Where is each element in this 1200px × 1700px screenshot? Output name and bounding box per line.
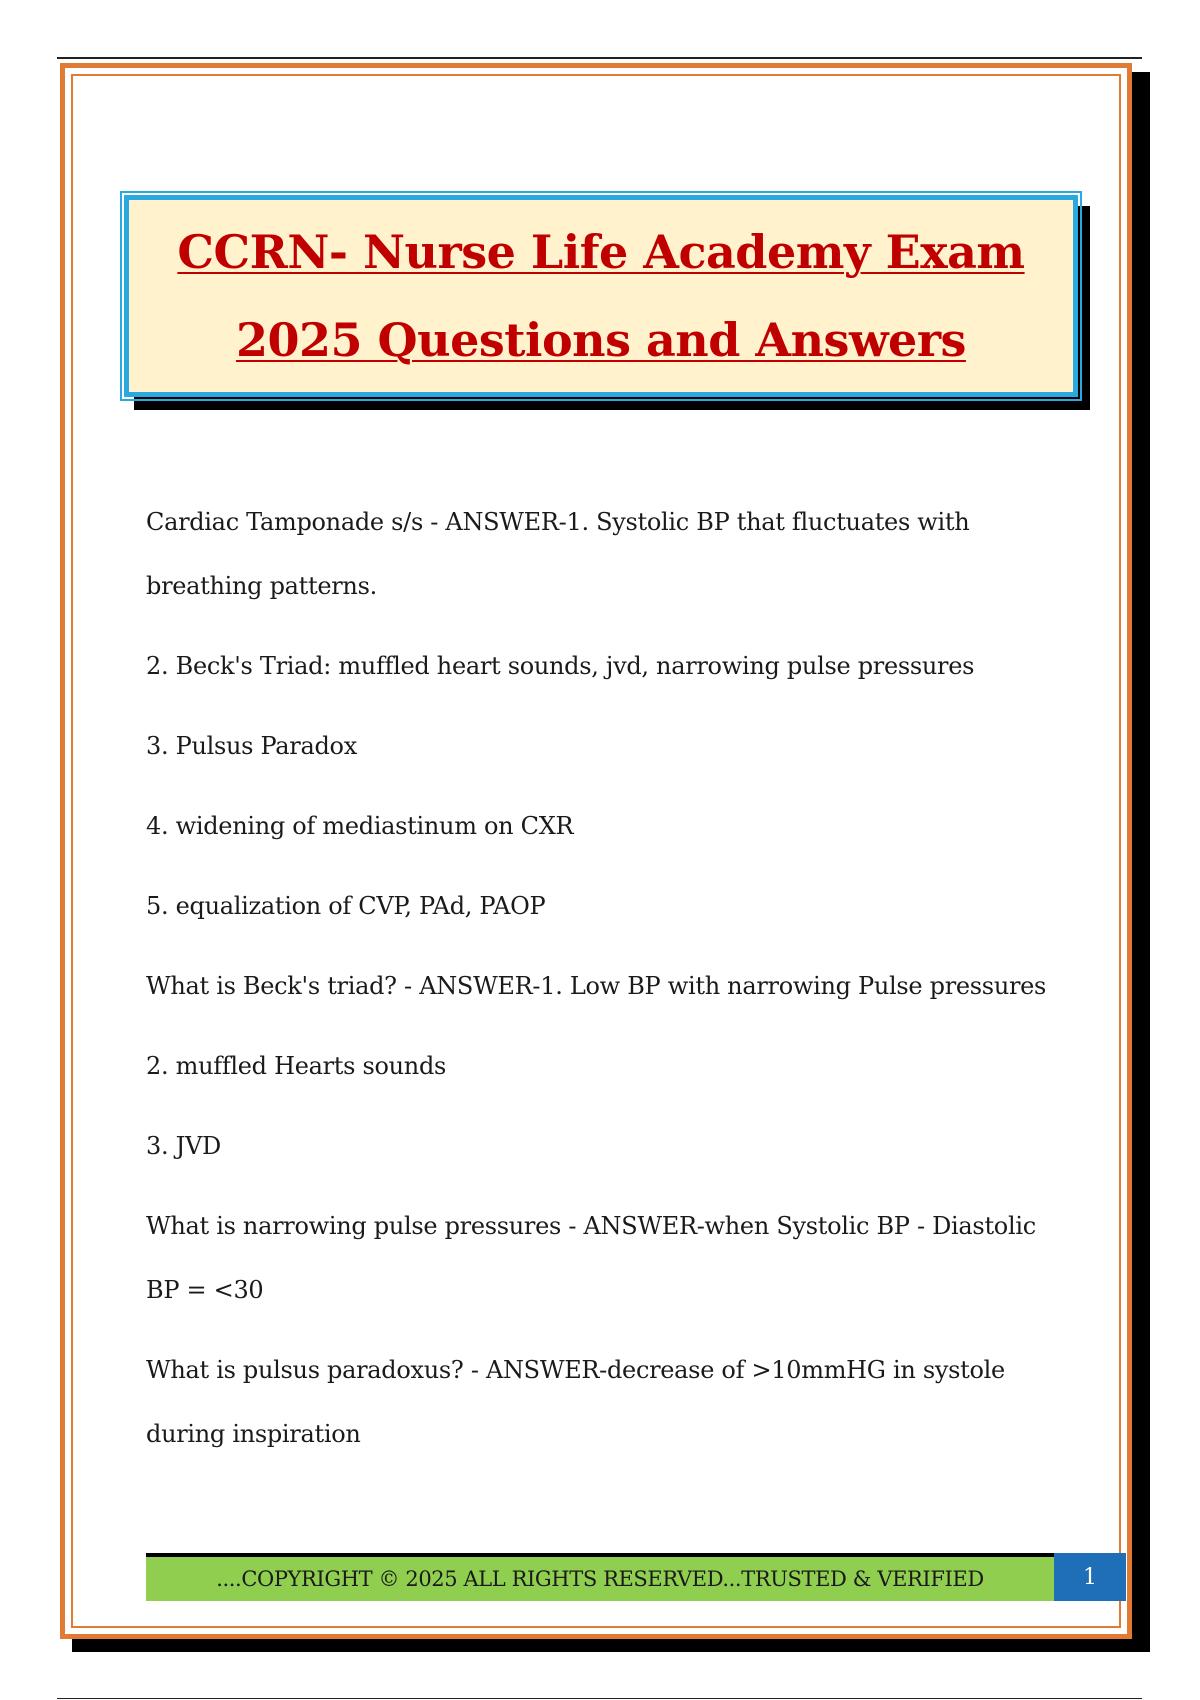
copyright-text: ....COPYRIGHT © 2025 ALL RIGHTS RESERVED...TRUSTED & VERIFIED bbox=[216, 1567, 984, 1591]
qa-paragraph: What is narrowing pulse pressures - ANSWER-when Systolic BP - Diastolic BP = <30 bbox=[146, 1212, 1036, 1304]
qa-paragraph: 4. widening of mediastinum on CXR bbox=[146, 812, 574, 840]
title-line-2: 2025 Questions and Answers bbox=[236, 313, 966, 367]
bottom-rule bbox=[57, 1698, 1142, 1699]
footer-bar bbox=[146, 1557, 1054, 1601]
title-line-1: CCRN- Nurse Life Academy Exam bbox=[177, 225, 1025, 279]
qa-paragraph: 3. JVD bbox=[146, 1132, 221, 1160]
qa-paragraph: 2. muffled Hearts sounds bbox=[146, 1052, 447, 1080]
qa-paragraph: What is pulsus paradoxus? - ANSWER-decrease of >10mmHG in systole during inspiration bbox=[146, 1356, 1005, 1448]
qa-paragraph: 5. equalization of CVP, PAd, PAOP bbox=[146, 892, 546, 920]
qa-paragraph: Cardiac Tamponade s/s - ANSWER-1. Systolic BP that fluctuates with breathing patterns. bbox=[146, 508, 970, 600]
qa-paragraph: 2. Beck's Triad: muffled heart sounds, jvd, narrowing pulse pressures bbox=[146, 652, 975, 680]
page-number: 1 bbox=[1054, 1553, 1126, 1601]
top-rule bbox=[57, 57, 1142, 59]
qa-paragraph: What is Beck's triad? - ANSWER-1. Low BP with narrowing Pulse pressures bbox=[146, 972, 1047, 1000]
qa-paragraph: 3. Pulsus Paradox bbox=[146, 732, 357, 760]
document-body bbox=[146, 490, 1066, 1482]
title-box bbox=[124, 195, 1078, 397]
